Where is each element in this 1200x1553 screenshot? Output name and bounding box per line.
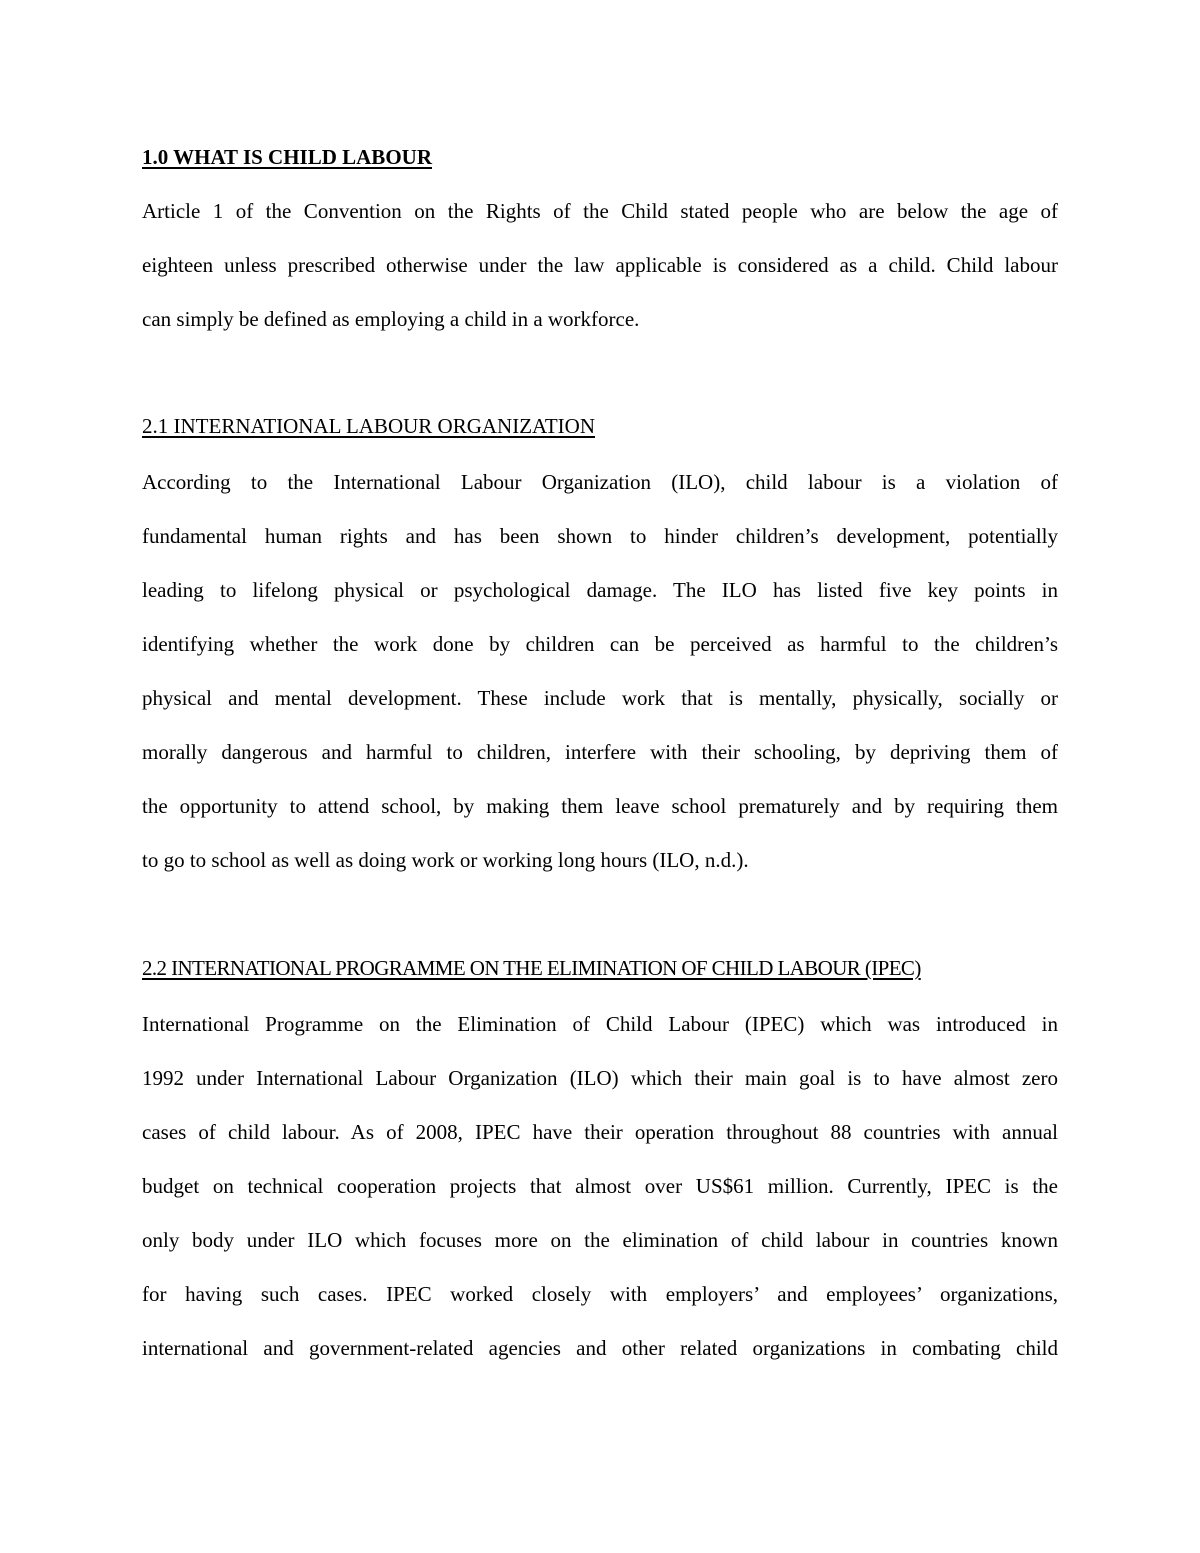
section-heading-1-0: 1.0 WHAT IS CHILD LABOUR: [142, 145, 432, 169]
paragraph-line: cases of child labour. As of 2008, IPEC have their operation throughout 88 countries with annual: [142, 1120, 1058, 1144]
paragraph-line: fundamental human rights and has been shown to hinder children’s development, potentially: [142, 524, 1058, 548]
paragraph-line: physical and mental development. These include work that is mentally, physically, socially or: [142, 686, 1058, 710]
paragraph-line: leading to lifelong physical or psychological damage. The ILO has listed five key points in: [142, 578, 1058, 602]
section-paragraph-1-0: [142, 184, 1058, 346]
paragraph-line: international and government-related agencies and other related organizations in combating child: [142, 1336, 1058, 1360]
paragraph-line: to go to school as well as doing work or working long hours (ILO, n.d.).: [142, 848, 749, 872]
section-paragraph-2-1: [142, 455, 1058, 887]
section-paragraph-2-2: [142, 997, 1058, 1375]
paragraph-line: budget on technical cooperation projects that almost over US$61 million. Currently, IPEC is the: [142, 1174, 1058, 1198]
paragraph-line: morally dangerous and harmful to children, interfere with their schooling, by depriving them of: [142, 740, 1058, 764]
paragraph-line: International Programme on the Elimination of Child Labour (IPEC) which was introduced in: [142, 1012, 1058, 1036]
paragraph-line: for having such cases. IPEC worked closely with employers’ and employees’ organizations,: [142, 1282, 1058, 1306]
paragraph-line: the opportunity to attend school, by making them leave school prematurely and by requiring them: [142, 794, 1058, 818]
section-heading-2-2: 2.2 INTERNATIONAL PROGRAMME ON THE ELIMINATION OF CHILD LABOUR (IPEC): [142, 956, 921, 980]
paragraph-line: According to the International Labour Organization (ILO), child labour is a violation of: [142, 470, 1058, 494]
paragraph-line: can simply be defined as employing a child in a workforce.: [142, 307, 640, 331]
paragraph-line: 1992 under International Labour Organization (ILO) which their main goal is to have almost zero: [142, 1066, 1058, 1090]
paragraph-line: eighteen unless prescribed otherwise under the law applicable is considered as a child. Child labour: [142, 253, 1058, 277]
paragraph-line: identifying whether the work done by children can be perceived as harmful to the children’s: [142, 632, 1058, 656]
paragraph-line: Article 1 of the Convention on the Rights of the Child stated people who are below the age of: [142, 199, 1058, 223]
paragraph-line: only body under ILO which focuses more on the elimination of child labour in countries known: [142, 1228, 1058, 1252]
section-heading-2-1: 2.1 INTERNATIONAL LABOUR ORGANIZATION: [142, 414, 596, 438]
